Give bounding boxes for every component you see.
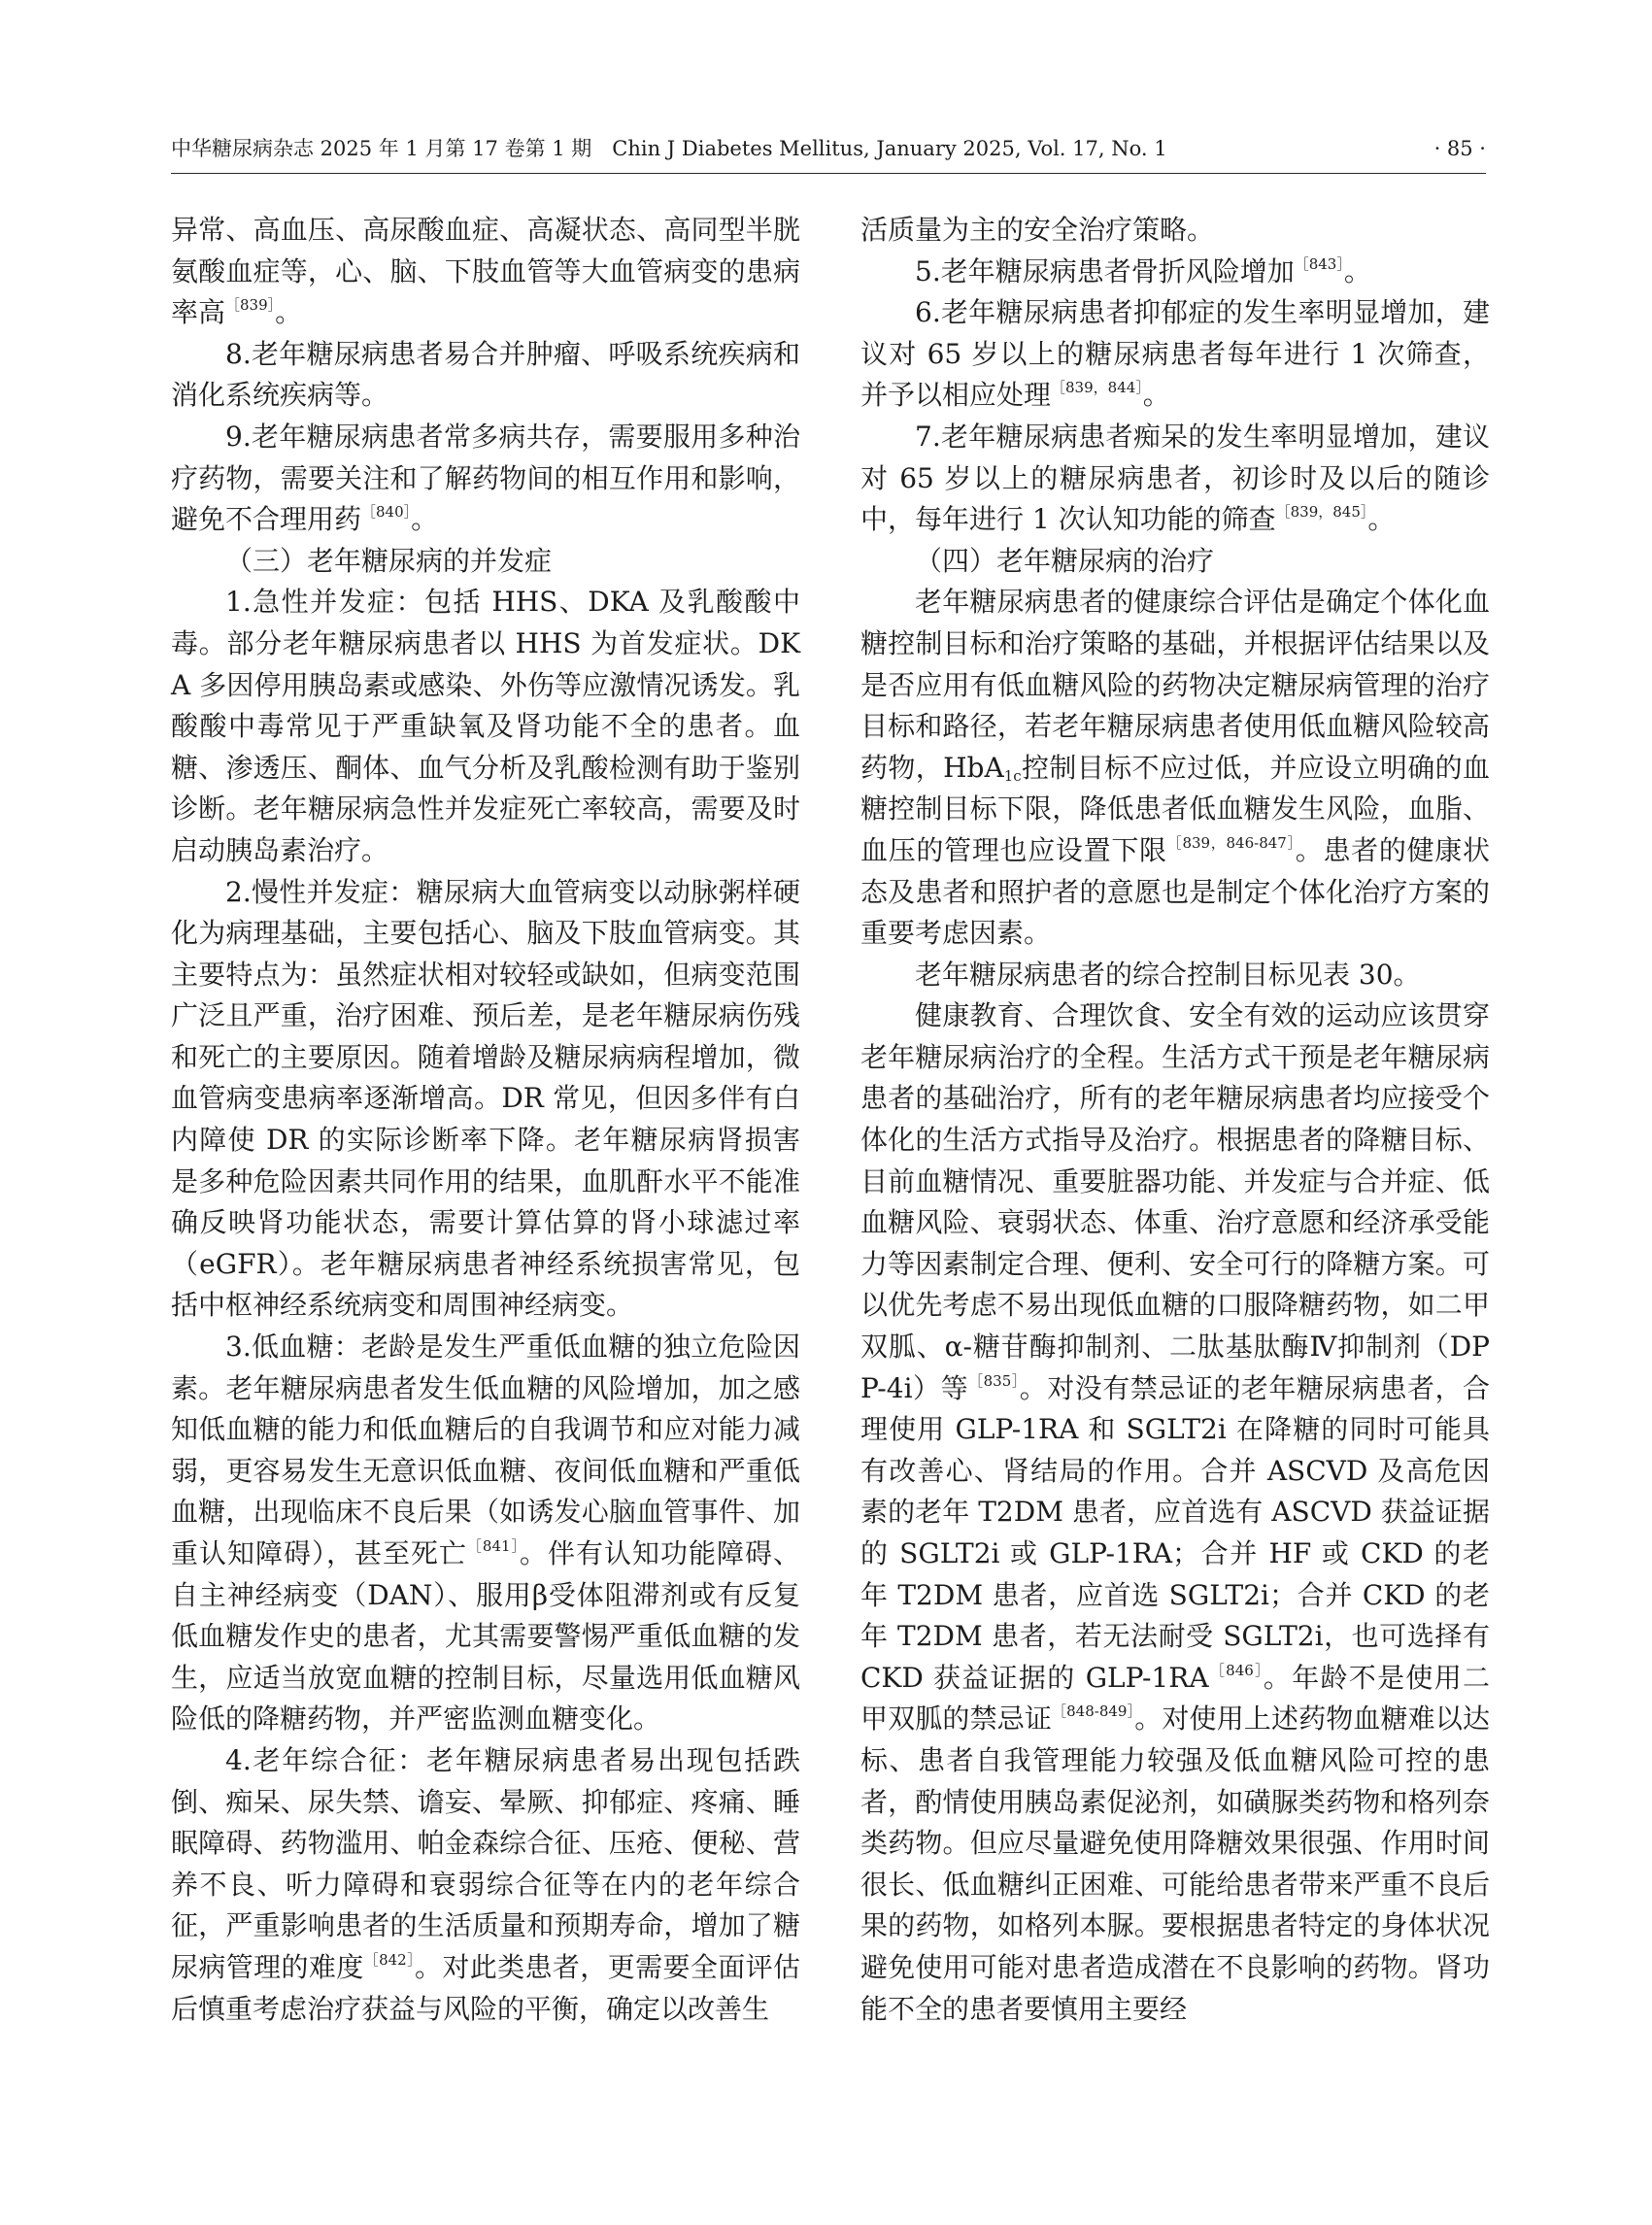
citation-ref: ［841］ — [466, 1537, 521, 1555]
paragraph-control-targets: 老年糖尿病患者的综合控制目标见表 30。 — [915, 958, 1421, 991]
subscript: 1c — [1003, 766, 1022, 785]
citation-ref: ［842］ — [363, 1950, 415, 1969]
citation-ref: ［835］ — [968, 1371, 1020, 1390]
paragraph-continued: 异常、高血压、高尿酸血症、高凝状态、高同型半胱氨酸血症等，心、脑、下肢血管等大血管病变的患病率高$^{[839]}$。 — [171, 214, 800, 329]
header-rule — [171, 173, 1486, 174]
paragraph-item-8: 8.老年糖尿病患者易合并肿瘤、呼吸系统疾病和消化系统疾病等。 — [171, 337, 800, 412]
journal-citation: 中华糖尿病杂志 2025 年 1 月第 17 卷第 1 期 Chin J Diabetes Mellitus, January 2025, Vol. 17, No. 1 — [171, 137, 1167, 160]
citation-ref: ［839，844］ — [1051, 379, 1143, 397]
section-heading-complications: （三）老年糖尿病的并发症 — [225, 544, 553, 577]
citation-ref: ［839，846-847］ — [1166, 833, 1296, 852]
paragraph-continued: 活质量为主的安全治疗策略。 — [860, 214, 1215, 246]
paragraph-dementia: 7.老年糖尿病患者痴呆的发生率明显增加，建议对 65 岁以上的糖尿病患者，初诊时及以后的随诊中，每年进行 1 次认知功能的筛查$^{[839,845]}$。 — [860, 420, 1490, 536]
paragraph-chronic-complications: 2.慢性并发症：糖尿病大血管病变以动脉粥样硬化为病理基础，主要包括心、脑及下肢血管病变。其主要特点为：虽然症状相对较轻或缺如，但病变范围广泛且严重，治疗困难、预后差，是老年糖尿病伤残和死亡的主要原因。随着增龄及糖尿病病程增加，微血管病变患病率逐渐增高。DR 常见，但因多伴有白内障使 DR 的实际诊断率下降。老年糖尿病肾损害是多种危险因素共同作用的结果，血肌酐水平不能准确反映肾功能状态，需要计算估算的肾小球滤过率（eGFR）。老年糖尿病患者神经系统损害常见，包括中枢神经系统病变和周围神经病变。 — [171, 875, 800, 1322]
citation-ref: ［846］ — [1208, 1661, 1264, 1679]
running-header — [171, 129, 1486, 168]
paragraph-acute-complications: 1.急性并发症：包括 HHS、DKA 及乳酸酸中毒。部分老年糖尿病患者以 HHS 为首发症状。DKA 多因停用胰岛素或感染、外伤等应激情况诱发。乳酸酸中毒常见于严重缺氧及肾功能不全的患者。血糖、渗透压、酮体、血气分析及乳酸检测有助于鉴别诊断。老年糖尿病急性并发症死亡率较高，需要及时启动胰岛素治疗。 — [171, 586, 800, 866]
paragraph-fracture-risk: 5.老年糖尿病患者骨折风险增加$^{[843]}$。 — [915, 254, 1371, 287]
citation-ref: ［848-849］ — [1052, 1702, 1135, 1721]
right-column — [860, 210, 1490, 2030]
section-heading-treatment: （四）老年糖尿病的治疗 — [915, 544, 1215, 577]
paragraph-hypoglycemia: 3.低血糖：老龄是发生严重低血糖的独立危险因素。老年糖尿病患者发生低血糖的风险增加，加之感知低血糖的能力和低血糖后的自我调节和应对能力减弱，更容易发生无意识低血糖、夜间低血糖和严重低血糖，出现临床不良后果（如诱发心脑血管事件、加重认知障碍），甚至死亡$^{[841]}$。伴有认知功能障碍、自主神经病变（DAN）、服用β受体阻滞剂或有反复低血糖发作史的患者，尤其需要警惕严重低血糖的发生，应适当放宽血糖的控制目标，尽量选用低血糖风险低的降糖药物，并严密监测血糖变化。 — [171, 1331, 800, 1736]
citation-ref: ［840］ — [361, 503, 412, 522]
paragraph-treatment-strategy: 健康教育、合理饮食、安全有效的运动应该贯穿老年糖尿病治疗的全程。生活方式干预是老年糖尿病患者的基础治疗，所有的老年糖尿病患者均应接受个体化的生活方式指导及治疗。根据患者的降糖目标、目前血糖情况、重要脏器功能、并发症与合并症、低血糖风险、衰弱状态、体重、治疗意愿和经济承受能力等因素制定合理、便利、安全可行的降糖方案。可以优先考虑不易出现低血糖的口服降糖药物，如二甲双胍、α-糖苷酶抑制剂、二肽基肽酶Ⅳ抑制剂（DPP-4i）等$^{[835]}$。对没有禁忌证的老年糖尿病患者，合理使用 GLP-1RA 和 SGLT2i 在降糖的同时可能具有改善心、肾结局的作用。合并 ASCVD 及高危因素的老年 T2DM 患者，应首选有 ASCVD 获益证据的 SGLT2i 或 GLP-1RA；合并 HF 或 CKD 的老年 T2DM 患者，应首选 SGLT2i；合并 CKD 的老年 T2DM 患者，若无法耐受 SGLT2i，也可选择有 CKD 获益证据的 GLP-$1RA^{[846]}$。年龄不是使用二甲双胍的禁忌证$^{[848-849]}$。对使用上述药物血糖难以达标、患者自我管理能力较强及低血糖风险可控的患者，酌情使用胰岛素促泌剂，如磺脲类药物和格列奈类药物。但应尽量避免使用降糖效果很强、作用时间很长、低血糖纠正困难、可能给患者带来严重不良后果的药物，如格列本脲。要根据患者特定的身体状况避免使用可能对患者造成潜在不良影响的药物。肾功能不全的患者要慎用主要经 — [860, 999, 1490, 2025]
paragraph-depression: 6.老年糖尿病患者抑郁症的发生率明显增加，建议对 65 岁以上的糖尿病患者每年进行 1 次筛查，并予以相应处理$^{[839,844]}$。 — [860, 296, 1490, 412]
paragraph-geriatric-syndrome: 4.老年综合征：老年糖尿病患者易出现包括跌倒、痴呆、尿失禁、谵妄、晕厥、抑郁症、疼痛、睡眠障碍、药物滥用、帕金森综合征、压疮、便秘、营养不良、听力障碍和衰弱综合征等在内的老年综合征，严重影响患者的生活质量和预期寿命，增加了糖尿病管理的难度$^{[842]}$。对此类患者，更需要全面评估后慎重考虑治疗获益与风险的平衡，确定以改善生 — [171, 1743, 800, 2025]
citation-ref: ［843］ — [1294, 254, 1344, 273]
paragraph-item-9: 9.老年糖尿病患者常多病共存，需要服用多种治疗药物，需要关注和了解药物间的相互作用和影响，避免不合理用药$^{[840]}$。 — [171, 420, 800, 536]
left-column — [171, 210, 800, 2030]
citation-ref: ［839］ — [225, 296, 276, 315]
citation-ref: ［839，845］ — [1275, 503, 1368, 522]
page-number: · 85 · — [1433, 137, 1486, 160]
paragraph-comprehensive-assessment: 老年糖尿病患者的健康综合评估是确定个体化血糖控制目标和治疗策略的基础，并根据评估结果以及是否应用有低血糖风险的药物决定糖尿病管理的治疗目标和路径，若老年糖尿病患者使用低血糖风险较高药物，HbA$_{1c}$控制目标不应过低，并应设立明确的血糖控制目标下限，降低患者低血糖发生风险，血脂、血压的管理也应设置下限$^{[839,846-847]}$。患者的健康状态及患者和照护者的意愿也是制定个体化治疗方案的重要考虑因素。 — [860, 586, 1490, 950]
